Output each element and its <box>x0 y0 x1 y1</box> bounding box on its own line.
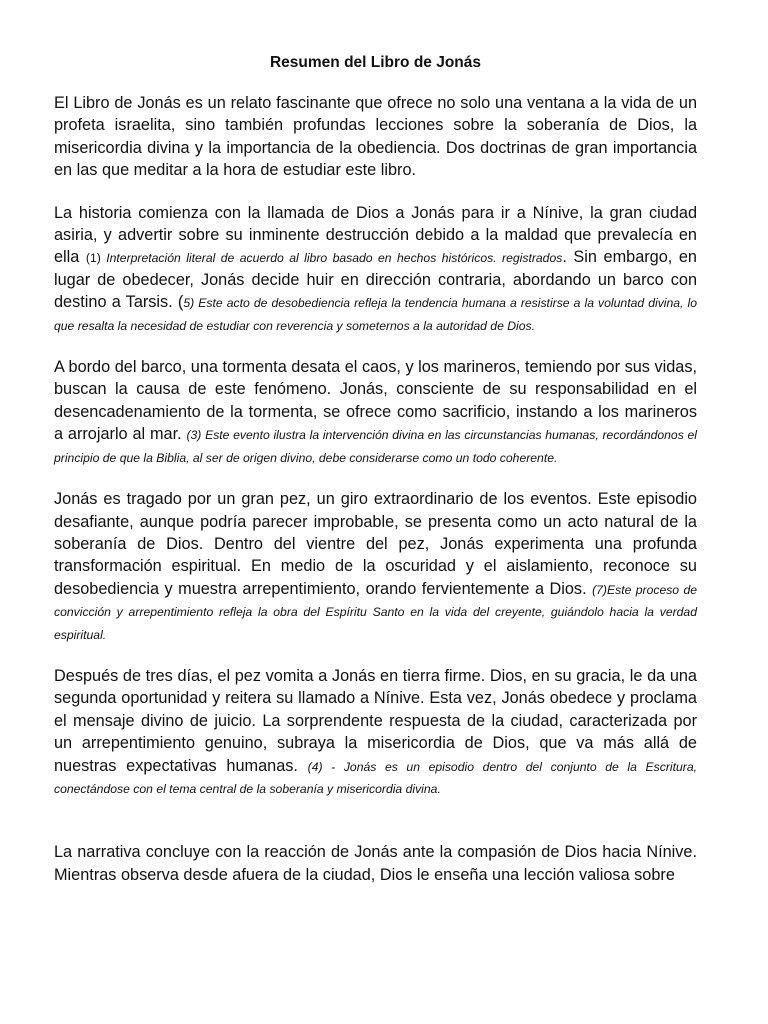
paragraph-text: . Sin embargo, en lugar de obedecer, Jonás decide huir en dirección contraria, abordando un barco con destino a Tarsis. ( <box>54 248 697 312</box>
paragraph-storm <box>54 356 697 468</box>
footnote-note: (7)Este proceso de convicción y arrepentimiento refleja la obra del Espíritu Santo en la vida del creyente, guiándolo hacia la verdad espiritual. <box>54 582 697 642</box>
footnote-note: 5) Este acto de desobediencia refleja la tendencia humana a resistirse a la voluntad divina, lo que resalta la necesidad de estudiar con reverencia y someternos a la autoridad de Dios. <box>54 296 697 333</box>
paragraph-text: A bordo del barco, una tormenta desata el caos, y los marineros, temiendo por sus vidas, buscan la causa de este fenómeno. Jonás, consciente de su responsabilidad en el desencadenamiento de la tormenta, se ofrece como sacrificio, instando a los marineros a arrojarlo al mar. <box>54 358 697 444</box>
footnote-note: (3) Este evento ilustra la intervención divina en las circunstancias humanas, recordándonos el principio de que la Biblia, al ser de origen divino, debe considerarse como un todo coherente. <box>54 428 697 465</box>
paragraph-fish <box>54 488 697 645</box>
footnote-number: (1) <box>85 251 107 266</box>
paragraph-call <box>54 202 697 336</box>
paragraph-text: La historia comienza con la llamada de Dios a Jonás para ir a Nínive, la gran ciudad asiria, y advertir sobre su inminente destrucción debido a la maldad que prevalecía en ella <box>54 203 697 267</box>
paragraph-text: Después de tres días, el pez vomita a Jonás en tierra firme. Dios, en su gracia, le da una segunda oportunidad y reitera su llamado a Nínive. Esta vez, Jonás obedece y proclama el mensaje divino de juicio. La sorprendente respuesta de la ciudad, caracterizada por un arrepentimiento genuino, subraya la misericordia de Dios, que va más allá de nuestras expectativas humanas. <box>54 666 697 775</box>
document-title: Resumen del Libro de Jonás <box>269 54 482 71</box>
footnote-note: (4) - Jonás es un episodio dentro del conjunto de la Escritura, conectándose con el tema central de la soberanía y misericordia divina. <box>54 759 697 796</box>
paragraph-text: Jonás es tragado por un gran pez, un giro extraordinario de los eventos. Este episodio desafiante, aunque podría parecer improbable, se presenta como un acto natural de la soberanía de Dios. Dentro del vientre del pez, Jonás experimenta una profunda transformación espiritual. En medio de la oscuridad y el aislamiento, reconoce su desobediencia y muestra arrepentimiento, orando fervientemente a Dios. <box>54 490 697 598</box>
paragraph-conclusion: La narrativa concluye con la reacción de Jonás ante la compasión de Dios hacia Nínive. Mientras observa desde afuera de la ciudad, Dios le enseña una lección valiosa sobre <box>54 843 697 884</box>
footnote-note: Interpretación literal de acuerdo al libro basado en hechos históricos. registrados <box>106 251 563 266</box>
paragraph-intro: El Libro de Jonás es un relato fascinante que ofrece no solo una ventana a la vida de un profeta israelita, sino también profundas lecciones sobre la soberanía de Dios, la misericordia divina y la importancia de la obediencia. Dos doctrinas de gran importancia en las que meditar a la hora de estudiar este libro. <box>54 94 697 180</box>
document-page <box>54 52 697 886</box>
paragraph-nineveh <box>54 665 697 799</box>
